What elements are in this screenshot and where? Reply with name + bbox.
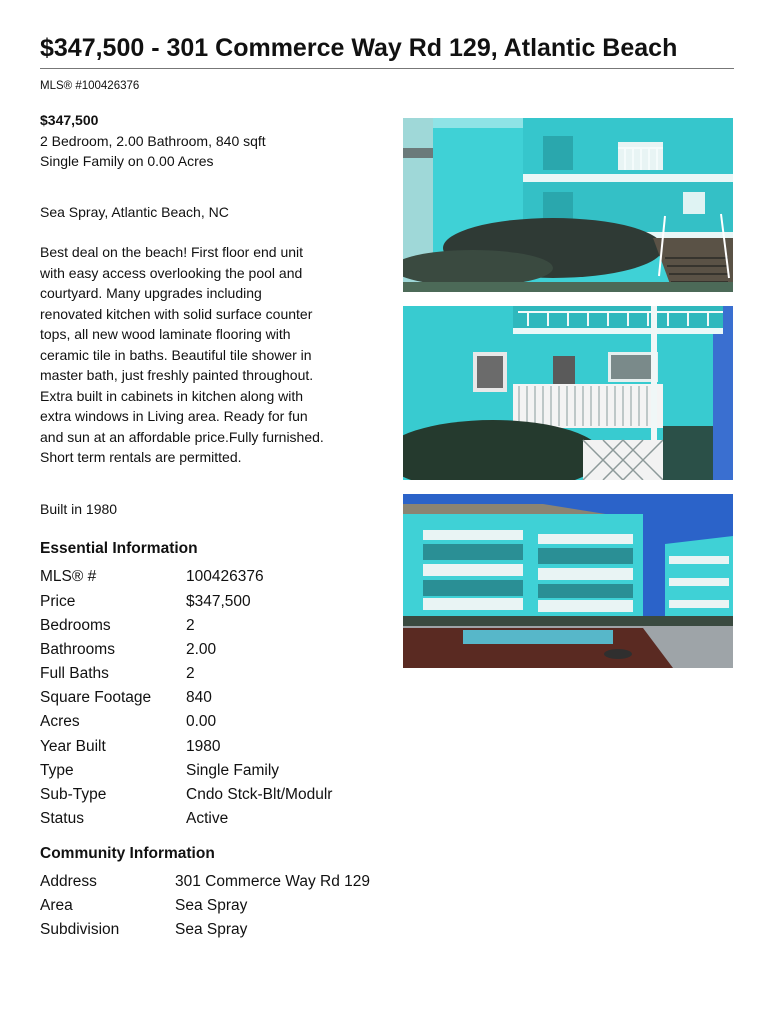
table-row (40, 783, 332, 807)
info-label: Status (40, 810, 84, 828)
info-label: Bedrooms (40, 616, 111, 634)
info-value: $347,500 (186, 592, 251, 610)
table-row (40, 662, 332, 686)
listing-details (40, 110, 370, 943)
title-divider (40, 68, 734, 69)
table-row (40, 735, 332, 759)
info-value: Sea Spray (175, 897, 248, 915)
info-label: Area (40, 897, 73, 915)
info-value: 2 (186, 665, 195, 683)
table-row (40, 870, 370, 894)
table-row (40, 894, 370, 918)
listing-location: Sea Spray, Atlantic Beach, NC (40, 203, 229, 220)
community-info-table (40, 870, 370, 943)
info-label: MLS® # (40, 568, 97, 586)
info-label: Bathrooms (40, 640, 115, 658)
info-value: Single Family (186, 761, 280, 779)
info-label: Price (40, 592, 76, 610)
info-label: Subdivision (40, 921, 120, 939)
essential-info-table (40, 566, 332, 832)
page-title: $347,500 - 301 Commerce Way Rd 129, Atlantic Beach (40, 34, 678, 62)
table-row (40, 614, 332, 638)
listing-photo-pool (403, 494, 733, 668)
table-row (40, 807, 332, 831)
table-row (40, 711, 332, 735)
info-label: Square Footage (40, 689, 152, 707)
listing-photo-exterior (403, 118, 733, 292)
table-row (40, 686, 332, 710)
info-value: 100426376 (186, 568, 264, 586)
listing-type-line: Single Family on 0.00 Acres (40, 153, 214, 169)
info-value: 2 (186, 616, 195, 634)
info-value: 0.00 (186, 713, 217, 731)
table-row (40, 566, 332, 590)
info-label: Type (40, 761, 74, 779)
info-label: Sub-Type (40, 786, 107, 804)
table-row (40, 918, 370, 942)
info-value: Cndo Stck-Blt/Modulr (186, 786, 333, 804)
community-info-heading: Community Information (40, 844, 215, 862)
info-value: Active (186, 810, 229, 828)
info-value: 1980 (186, 737, 221, 755)
info-value: 301 Commerce Way Rd 129 (175, 872, 370, 890)
info-label: Address (40, 872, 97, 890)
listing-price: $347,500 (40, 112, 99, 128)
table-row (40, 590, 332, 614)
essential-info-heading: Essential Information (40, 540, 198, 557)
listing-specs: 2 Bedroom, 2.00 Bathroom, 840 sqft (40, 132, 266, 149)
info-label: Year Built (40, 737, 106, 755)
info-value: 840 (186, 689, 212, 707)
table-row (40, 759, 332, 783)
info-value: Sea Spray (175, 921, 248, 939)
info-value: 2.00 (186, 640, 217, 658)
listing-description: Best deal on the beach! First floor end unit with easy access overlooking the pool and courtyard. Many upgrades including renovated kitchen with solid surface counter tops, all new wood laminate flooring with ceramic tile in baths. Beautiful tile shower in master bath, just freshly painted throughout. Extra built in cabinets in kitchen along with extra windows in Living area. Ready for fun and sun at an affordable price.Fully furnished. Short term rentals are permitted. (40, 244, 324, 465)
listing-photo-balcony (403, 306, 733, 480)
info-label: Full Baths (40, 665, 109, 683)
photo-column (403, 118, 733, 682)
mls-number-line: MLS® #100426376 (40, 80, 140, 92)
built-year-line: Built in 1980 (40, 500, 118, 517)
table-row (40, 638, 332, 662)
info-label: Acres (40, 713, 80, 731)
